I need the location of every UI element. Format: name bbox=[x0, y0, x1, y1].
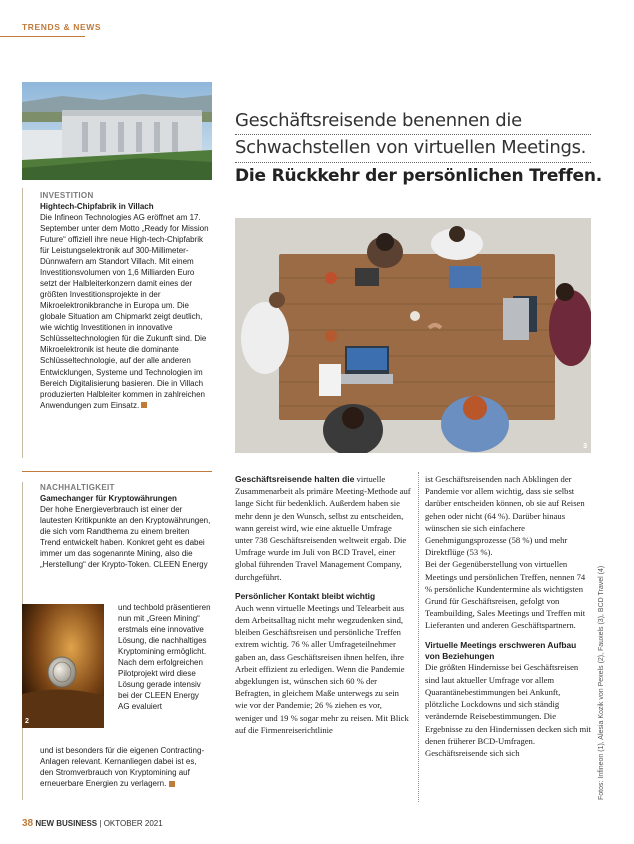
headline-line-1: Geschäftsreisende benennen die bbox=[235, 110, 522, 131]
col1-lead: Geschäftsreisende halten die bbox=[235, 474, 355, 484]
col2-paragraph-3: Die größten Hindernisse bei Geschäftsreisen sind laut aktueller Umfrage vor allem Quarantänebestimmungen bei Ankunft, plötzliche Lockdowns und sich ständig verändernde Reisebestimmungen. Die Ergebnisse zu den Hindernissen decken sich mit denen früherer BCD-Umfragen. Geschäftsreisende sich sich bbox=[425, 662, 591, 758]
magazine-name: NEW BUSINESS bbox=[35, 819, 98, 828]
col1-text-1: virtuelle Zusammenarbeit als primäre Meeting-Methode auf lange Sicht für bedenklich. Außerdem haben sie mehr denn je den Wunsch, selbst zu entscheiden, wann gereist wird, wie eine aktuelle Umfrage unter 738 Geschäftsreisenden weltweit ergab. Die Umfrage wurde im Juli von BCD Travel, einer global führenden Travel Management Company, durchgeführt. bbox=[235, 474, 411, 582]
page-footer bbox=[22, 818, 163, 829]
box2-title: Gamechanger für Kryptowährungen bbox=[40, 494, 177, 504]
col2-paragraph-2: Bei der Gegenüberstellung von virtuellen Meetings und persönlichen Treffen, nennen 74 % persönliche Kundentermine als wichtigsten Grund für Geschäftsreisen, gefolgt von Teambuilding, Sales Meetings und Treffen mit Lieferanten und anderen Geschäftspartnern. bbox=[425, 559, 586, 631]
bitcoin-photo bbox=[22, 604, 104, 728]
photo-number-3: 3 bbox=[583, 443, 587, 450]
box2-kicker: NACHHALTIGKEIT bbox=[40, 483, 115, 492]
col2-paragraph-1: ist Geschäftsreisenden nach Abklingen der Pandemie vor allem wichtig, dass sie selbst darüber entscheiden können, ob sie auf Reisen gehen oder nicht (64 %). Darüber hinaus wünschen sie sich einfachere Genehmigungsprozesse (58 %) und mehr Direktflüge (53 %). bbox=[425, 474, 585, 558]
end-marker-icon bbox=[169, 781, 175, 787]
box2-text-top: Der hohe Energieverbrauch ist einer der lautesten Kritikpunkte an den Kryptowährungen, die sich vom Randthema zu einem breiten Trend entwickelt haben. Konkret geht es dabei immer um das sogenannte Mining, also die „Herstellung“ der Krypto-Token. CLEEN Energy bbox=[40, 505, 211, 570]
section-rule bbox=[0, 36, 85, 37]
article-column-1 bbox=[235, 473, 411, 736]
col2-subheading: Virtuelle Meetings erschweren Aufbau von Beziehungen bbox=[425, 639, 577, 661]
col1-paragraph-2: Auch wenn virtuelle Meetings und Telearbeit aus dem Arbeitsalltag nicht mehr wegzudenken sind, bleiben Geschäftsreisen und persönliche Treffen extrem wichtig. 76 % aller Umfrageteilnehmer gaben an, dass Geschäftsreisen ihnen helfen, ihre Arbeit effizient zu erledigen. Wenn die Pandemie abgeklungen ist, wünschen sich 60 % der Befragten, in gleichem Maße unterwegs zu sein wie vor der Pandemie; 26 % ziehen es vor, weniger und 19 % sogar mehr zu reisen. Mit Blick auf die Firmenreiserichtlinie bbox=[235, 602, 409, 735]
headline-rule-1 bbox=[235, 134, 591, 135]
section-tag: TRENDS & NEWS bbox=[22, 22, 102, 32]
box2-wrap bbox=[118, 602, 212, 712]
box1-sidebar bbox=[22, 188, 23, 458]
headline-rule-2 bbox=[235, 162, 591, 163]
box2-body-bottom: und ist besonders für die eigenen Contracting-Anlagen relevant. Kernanliegen dabei ist es, den Stromverbrauch von Kryptomining auf erneuerbare Energien zu verlagern. bbox=[40, 746, 205, 789]
headline-line-2: Schwachstellen von virtuellen Meetings. bbox=[235, 137, 587, 158]
page-number: 38 bbox=[22, 818, 34, 829]
factory-photo bbox=[22, 82, 212, 180]
col1-subheading: Persönlicher Kontakt bleibt wichtig bbox=[235, 590, 376, 601]
photo-credit: Fotos: Infineon (1), Alesia Kozik von Pexels (2), Fauxels (3), BCD Travel (4) bbox=[598, 565, 605, 800]
box1-body: Die Infineon Technologies AG eröffnet am 17. September unter dem Motto „Ready for Mission Future“ offiziell ihre neue High-tech-Chipfabrik für Leistungselektronik auf 300-Millimeter-Dünnwafern am Standort Villach. Mit einem Investitionsvolumen von 1,6 Milliarden Euro setzt der Halbleiterkonzern damit eines der größten Investitionsprojekte in der Mikroelektronikbranche in Europa um. Die globale Situation am Chipmarkt zeigt deutlich, wie wichtig Investitionen in innovative Schlüsseltechnologien für die Zukunft sind. Die Mikroelektronik ist heute die dominante Schlüsseltechnologie, auf der alle anderen Entwicklungen, Systeme und Technologien im Bereich Digitalisierung basieren. Die in Villach produzierten Halbleiter kommen in zahlreichen Anwendungen zum Einsatz. bbox=[40, 213, 209, 410]
col1-paragraph-1 bbox=[235, 473, 411, 583]
box1-title: Hightech-Chipfabrik in Villach bbox=[40, 202, 154, 212]
box2-text-bottom bbox=[40, 745, 212, 789]
footer-separator: | bbox=[99, 819, 102, 828]
box1-kicker: INVESTITION bbox=[40, 191, 94, 200]
box-divider bbox=[22, 471, 212, 472]
photo-number-2: 2 bbox=[25, 718, 29, 725]
box-nachhaltigkeit bbox=[40, 482, 212, 570]
box2-bottom bbox=[40, 745, 212, 789]
column-rule bbox=[418, 472, 419, 802]
box2-text-wrap: und techbold präsentieren nun mit „Green Mining“ erstmals eine innovative Lösung, die nachhaltiges Kryptomining ermöglicht. Nach dem erfolgreichen Pilotprojekt wird diese Lösung gerade intensiv bei der CLEEN Energy AG evaluiert bbox=[118, 603, 211, 712]
box1-text bbox=[40, 212, 212, 411]
article-column-2 bbox=[425, 473, 592, 759]
end-marker-icon bbox=[141, 402, 147, 408]
issue-date: OKTOBER 2021 bbox=[103, 819, 163, 828]
headline-line-3: Die Rückkehr der persönlichen Treffen. bbox=[235, 166, 603, 186]
box-investition bbox=[40, 190, 212, 411]
meeting-photo bbox=[235, 218, 591, 453]
